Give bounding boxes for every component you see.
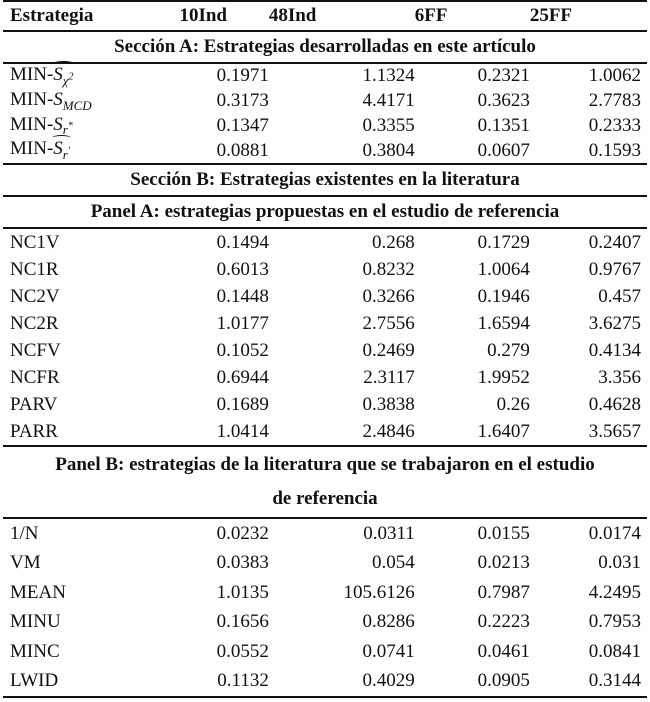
value-cell: 0.279 [487, 339, 530, 361]
table-row [3, 138, 647, 164]
value-cell: 1.1324 [362, 65, 415, 87]
strategy-name: PARR [3, 418, 129, 446]
section-a-header [3, 31, 647, 63]
value-cell: 0.1347 [216, 114, 269, 136]
value-cell: 0.0841 [588, 640, 641, 662]
strategy-symbol [53, 88, 92, 113]
strategy-name: NC2V [10, 285, 60, 307]
value-cell: 2.7556 [362, 312, 415, 334]
value-cell: 0.0607 [415, 138, 530, 164]
panel-b-title-line1: Panel B: estrategias de la literatura que se trabajaron en el estudio [55, 454, 595, 476]
strategy-name: MINC [10, 640, 60, 662]
value-cell: 0.0881 [129, 138, 268, 164]
table-row [3, 364, 647, 391]
value-cell: 0.3838 [362, 393, 415, 415]
value-cell: 0.0155 [477, 522, 530, 544]
col-header: Estrategia [3, 1, 129, 31]
strategy-prefix: MIN- [10, 113, 54, 135]
value-cell: 0.2223 [477, 611, 530, 633]
table-row [3, 667, 647, 698]
value-cell: 0.0383 [216, 552, 269, 574]
value-cell: 0.7953 [588, 611, 641, 633]
value-cell: 0.3623 [477, 90, 530, 112]
value-cell: 2.4846 [269, 418, 415, 446]
table-row [3, 114, 647, 139]
value-cell: 0.1052 [216, 339, 269, 361]
value-cell: 0.8286 [362, 611, 415, 633]
value-cell: 0.6944 [216, 366, 269, 388]
table-row [3, 89, 647, 114]
strategy-name: NCFR [10, 366, 60, 388]
section-b-header-title: Sección B: Estrategias existentes en la literatura [130, 169, 520, 191]
table-row [3, 608, 647, 638]
strategy-name: NCFV [10, 339, 61, 361]
value-cell: 2.3117 [363, 366, 415, 388]
panel-a-header [3, 196, 647, 228]
value-cell: 0.0905 [415, 667, 530, 698]
value-cell: 0.1689 [216, 393, 269, 415]
col-header: 6FF [415, 1, 530, 31]
symbol-subscript: MCD [62, 97, 92, 113]
value-cell: 0.1351 [477, 114, 530, 136]
value-cell: 0.0232 [216, 522, 269, 544]
value-cell: 0.1593 [530, 138, 647, 164]
value-cell: 3.5657 [530, 418, 647, 446]
table-row [3, 337, 647, 364]
value-cell: 0.0461 [477, 640, 530, 662]
value-cell: 0.4628 [588, 393, 641, 415]
table-row [3, 549, 647, 579]
value-cell: 0.457 [598, 285, 641, 307]
value-cell: 1.0062 [588, 65, 641, 87]
header-row [3, 1, 647, 31]
value-cell: 0.6013 [216, 258, 269, 280]
symbol-base: S [53, 88, 63, 110]
value-cell: 0.1448 [216, 285, 269, 307]
value-cell: 0.054 [372, 552, 415, 574]
strategy-name: NC2R [10, 312, 59, 334]
value-cell: 0.2469 [362, 339, 415, 361]
strategy-name [3, 138, 129, 164]
value-cell: 0.0552 [216, 640, 269, 662]
value-cell: 0.26 [496, 393, 530, 415]
value-cell: 1.0135 [216, 581, 269, 603]
value-cell: 0.1656 [216, 611, 269, 633]
value-cell: 0.2321 [477, 65, 530, 87]
table-row [3, 391, 647, 418]
value-cell: 0.0741 [362, 640, 415, 662]
table-row [3, 256, 647, 283]
symbol-superscript: * [67, 121, 73, 133]
symbol-subscript: χ2 [62, 71, 74, 88]
value-cell: 105.6126 [343, 581, 415, 603]
panel-a-header-title: Panel A: estrategias propuestas en el estudio de referencia [90, 201, 560, 223]
table-row [3, 63, 647, 89]
table-row [3, 637, 647, 667]
value-cell: 1.0414 [129, 418, 268, 446]
value-cell: 2.7783 [588, 90, 641, 112]
value-cell: 0.268 [372, 231, 415, 253]
value-cell: 0.0311 [363, 522, 415, 544]
value-cell: 0.4134 [588, 339, 641, 361]
section-a-header-title: Sección A: Estrategias desarrolladas en este artículo [114, 36, 536, 57]
value-cell: 1.0177 [216, 312, 269, 334]
strategy-prefix: MIN- [10, 64, 54, 85]
value-cell: 0.3144 [530, 667, 647, 698]
value-cell: 1.0064 [477, 258, 530, 280]
table-row [3, 578, 647, 608]
value-cell: 0.0213 [477, 552, 530, 574]
table-row [3, 518, 647, 549]
strategy-name: NC1R [10, 258, 59, 280]
strategy-name: LWID [3, 667, 129, 698]
strategy-name: MEAN [10, 581, 66, 603]
value-cell: 0.2333 [588, 114, 641, 136]
symbol-base: S [53, 138, 63, 160]
value-cell: 0.3355 [362, 114, 415, 136]
strategy-symbol [53, 113, 73, 138]
strategy-name [3, 63, 129, 89]
col-header: 25FF [530, 1, 647, 31]
panel-b-title-line2: de referencia [272, 488, 378, 510]
strategy-name: 1/N [10, 522, 39, 544]
strategy-name: MINU [10, 611, 61, 633]
strategy-name: VM [10, 552, 41, 574]
symbol-base: S [53, 64, 63, 85]
strategy-name: NC1V [10, 231, 60, 253]
value-cell: 0.1132 [129, 667, 268, 698]
table-row [3, 228, 647, 256]
strategy-prefix: MIN- [10, 138, 54, 160]
table-row [3, 310, 647, 337]
symbol-superscript: ′ [67, 145, 71, 157]
value-cell: 1.6594 [477, 312, 530, 334]
symbol-base: S [53, 113, 63, 135]
value-cell: 3.356 [598, 366, 641, 388]
value-cell: 4.4171 [362, 90, 415, 112]
col-header: 10Ind [129, 1, 268, 31]
value-cell: 0.1729 [477, 231, 530, 253]
value-cell: 0.3173 [216, 90, 269, 112]
col-header: 48Ind [269, 1, 415, 31]
value-cell: 1.6407 [415, 418, 530, 446]
symbol-superscript: 2 [68, 71, 74, 83]
value-cell: 3.6275 [588, 312, 641, 334]
strategy-prefix: MIN- [10, 88, 54, 110]
value-cell: 1.9952 [477, 366, 530, 388]
table-row [3, 283, 647, 310]
value-cell: 0.4029 [269, 667, 415, 698]
value-cell: 0.1971 [216, 65, 269, 87]
value-cell: 0.1494 [216, 231, 269, 253]
value-cell: 0.1946 [477, 285, 530, 307]
value-cell: 0.8232 [362, 258, 415, 280]
value-cell: 0.9767 [588, 258, 641, 280]
table-row [3, 418, 647, 446]
panel-b-header [3, 446, 647, 518]
section-b-header [3, 164, 647, 196]
strategy-symbol [53, 64, 73, 89]
value-cell: 0.3804 [269, 138, 415, 164]
strategy-name [3, 89, 129, 114]
results-table [3, 0, 647, 698]
value-cell: 0.0174 [588, 522, 641, 544]
value-cell: 0.2407 [588, 231, 641, 253]
value-cell: 0.7987 [477, 581, 530, 603]
value-cell: 4.2495 [588, 581, 641, 603]
value-cell: 0.031 [598, 552, 641, 574]
symbol-subscript: r′ [62, 145, 71, 163]
strategy-name: PARV [10, 393, 58, 415]
strategy-symbol [53, 138, 70, 163]
value-cell: 0.3266 [362, 285, 415, 307]
symbol-subscript: r* [62, 121, 73, 138]
